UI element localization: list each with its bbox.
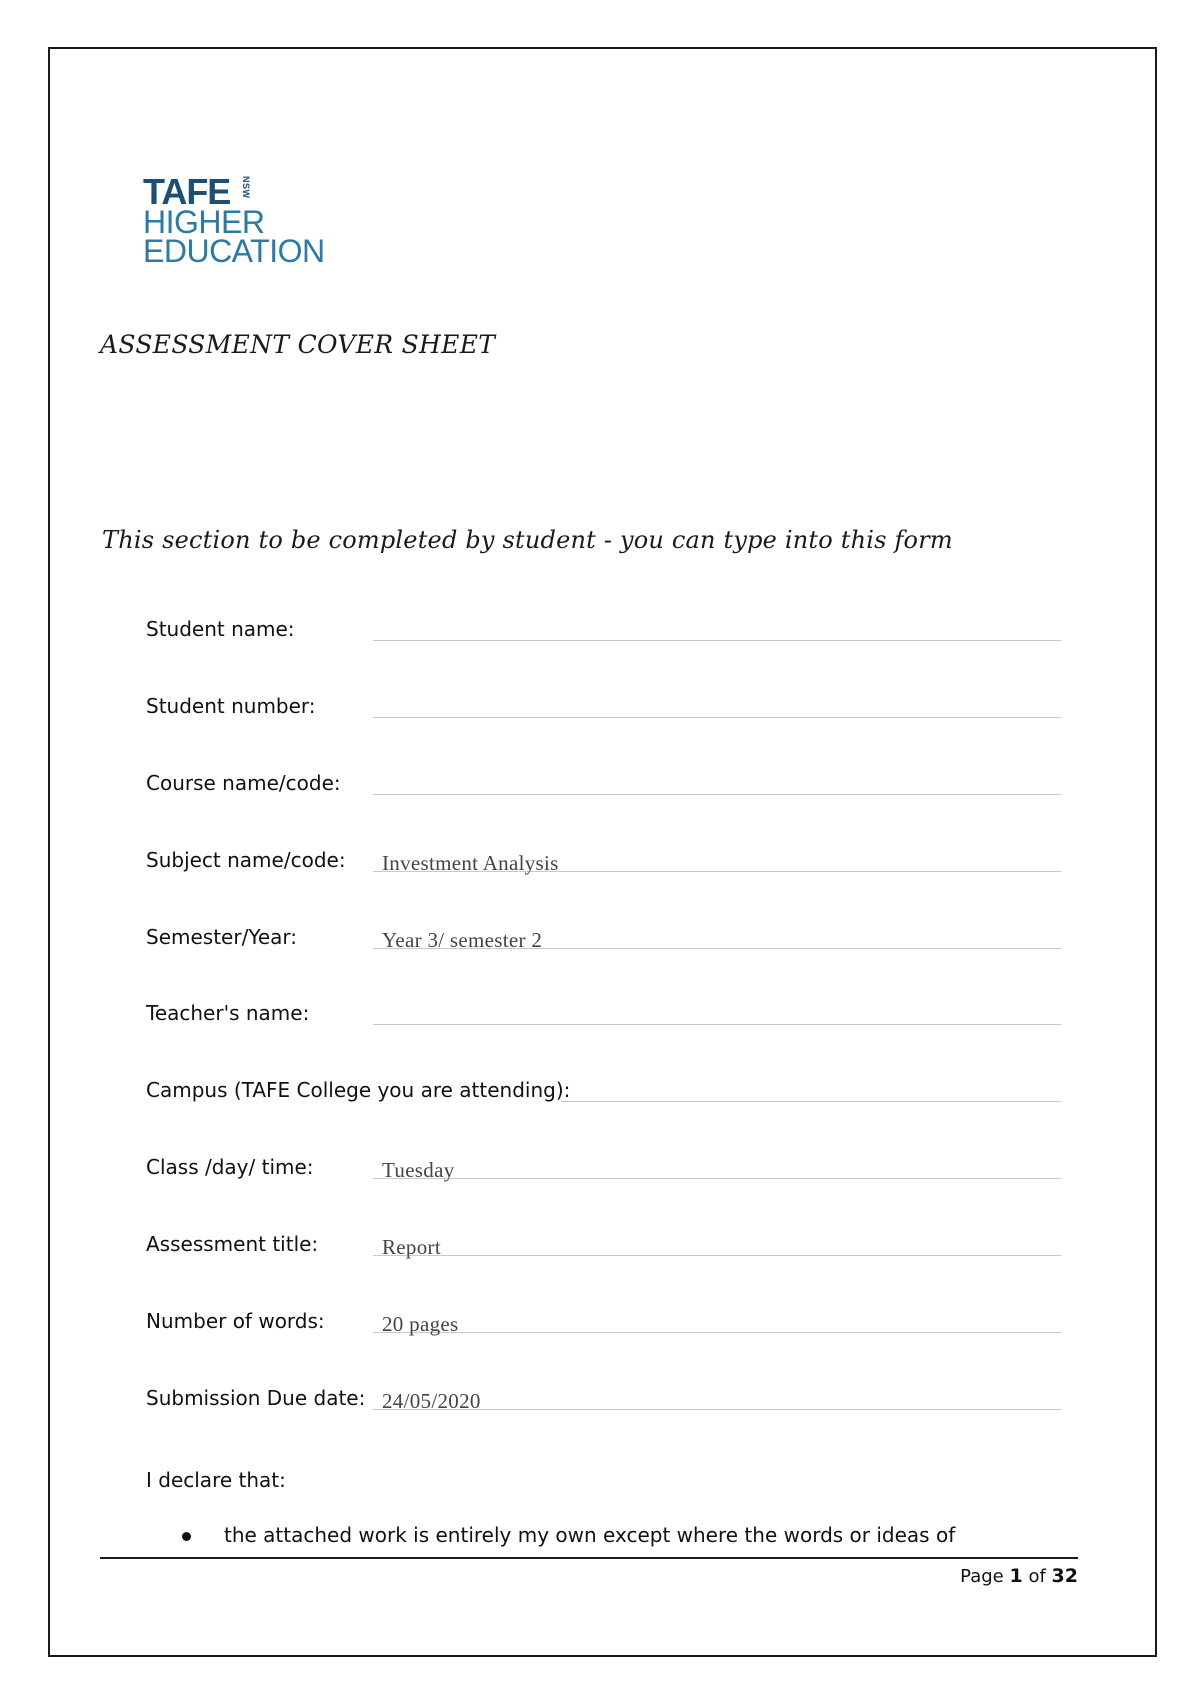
- field-word-count: [146, 1301, 1061, 1341]
- due-date-value: 24/05/2020: [382, 1389, 481, 1413]
- assessment-title-label: Assessment title:: [146, 1232, 319, 1256]
- class-time-label: Class /day/ time:: [146, 1155, 314, 1179]
- class-time-input[interactable]: [373, 1178, 1061, 1179]
- teacher-input[interactable]: [373, 1024, 1061, 1025]
- footer-divider: [100, 1557, 1078, 1559]
- word-count-input[interactable]: [373, 1332, 1061, 1333]
- campus-input[interactable]: [561, 1101, 1061, 1102]
- semester-value: Year 3/ semester 2: [382, 928, 543, 952]
- field-semester: [146, 917, 1061, 957]
- due-date-label: Submission Due date:: [146, 1386, 366, 1410]
- bullet-dot-icon: [182, 1532, 191, 1541]
- word-count-value: 20 pages: [382, 1312, 459, 1336]
- logo-nsw-text: NSW: [241, 176, 251, 199]
- field-teacher: [146, 993, 1061, 1033]
- field-assessment-title: [146, 1224, 1061, 1264]
- campus-label: Campus (TAFE College you are attending):: [146, 1078, 571, 1102]
- assessment-title-value: Report: [382, 1235, 441, 1259]
- student-name-label: Student name:: [146, 617, 295, 641]
- page-label: Page: [960, 1566, 1004, 1587]
- field-student-name: [146, 609, 1061, 649]
- field-campus: [146, 1070, 1061, 1110]
- logo-education-text: EDUCATION: [143, 233, 325, 269]
- page-total: 32: [1051, 1565, 1078, 1587]
- course-input[interactable]: [373, 794, 1061, 795]
- assessment-title-input[interactable]: [373, 1255, 1061, 1256]
- teacher-label: Teacher's name:: [146, 1001, 310, 1025]
- field-due-date: [146, 1378, 1061, 1418]
- section-intro: This section to be completed by student - you can type into this form: [102, 526, 953, 554]
- student-number-input[interactable]: [373, 717, 1061, 718]
- page-title: ASSESSMENT COVER SHEET: [100, 330, 496, 359]
- word-count-label: Number of words:: [146, 1309, 325, 1333]
- field-class-time: [146, 1147, 1061, 1187]
- student-number-label: Student number:: [146, 694, 316, 718]
- page-number: [960, 1565, 1078, 1587]
- of-label: of: [1028, 1566, 1046, 1587]
- semester-label: Semester/Year:: [146, 925, 298, 949]
- declaration-item-text: the attached work is entirely my own except where the words or ideas of: [224, 1523, 956, 1547]
- field-subject: [146, 840, 1061, 880]
- page-current: 1: [1009, 1565, 1023, 1587]
- subject-value: Investment Analysis: [382, 851, 559, 875]
- course-label: Course name/code:: [146, 771, 341, 795]
- tafe-logo: [143, 171, 325, 269]
- subject-label: Subject name/code:: [146, 848, 346, 872]
- student-name-input[interactable]: [373, 640, 1061, 641]
- class-time-value: Tuesday: [382, 1158, 455, 1182]
- field-course: [146, 763, 1061, 803]
- logo-tafe-text: TAFE: [143, 171, 231, 212]
- field-student-number: [146, 686, 1061, 726]
- logo-higher-text: HIGHER: [143, 204, 265, 240]
- declaration-intro: I declare that:: [146, 1468, 286, 1492]
